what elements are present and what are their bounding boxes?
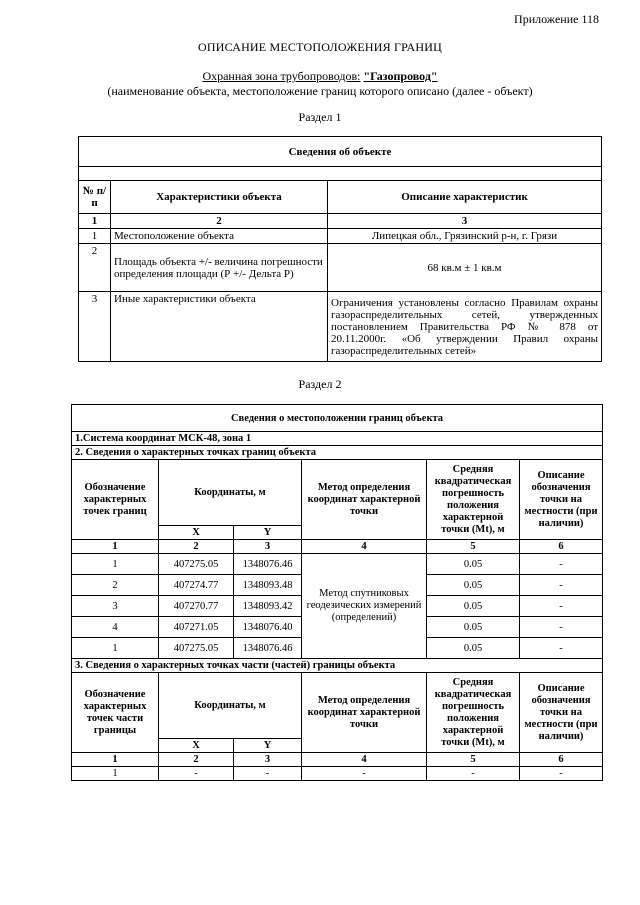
col-method-header-2: Метод определения координат характерной точки bbox=[302, 673, 427, 753]
index-row: 1 2 3 4 5 6 bbox=[72, 540, 603, 554]
table-row: 1 - - - - - bbox=[72, 767, 603, 781]
table-row: 1 Местоположение объекта Липецкая обл., Грязинский р-н, г. Грязи bbox=[79, 229, 602, 244]
table-row: 2 Площадь объекта +/- величина погрешности определения площади (Р +/- Дельта Р) 68 кв.м ± 1 кв.м bbox=[79, 244, 602, 292]
spacer-row bbox=[79, 167, 602, 181]
col-desc-header: Описание обозначения точки на местности (при наличии) bbox=[520, 460, 603, 540]
part2-title: 2. Сведения о характерных точках границ объекта bbox=[72, 446, 603, 460]
col-y-header: Y bbox=[234, 526, 302, 540]
col-char-header: Характеристики объекта bbox=[111, 181, 328, 214]
section2-title: Раздел 2 bbox=[298, 377, 342, 391]
coord-system: 1.Система координат МСК-48, зона 1 bbox=[72, 432, 603, 446]
section1-title: Раздел 1 bbox=[298, 110, 342, 124]
col-x-header: X bbox=[159, 526, 234, 540]
col-error-header: Средняя квадратическая погрешность положения характерной точки (Mt), м bbox=[427, 460, 520, 540]
method-cell: Метод спутниковых геодезических измерений (определений) bbox=[302, 554, 427, 659]
col-coords-header: Координаты, м bbox=[159, 460, 302, 526]
boundaries-table-title: Сведения о местоположении границ объекта bbox=[72, 405, 603, 432]
col-num-header: № п/п bbox=[79, 181, 111, 214]
part3-title: 3. Сведения о характерных точках части (частей) границы объекта bbox=[72, 659, 603, 673]
table-row: 1 407275.05 1348076.46 Метод спутниковых геодезических измерений (определений) 0.05 - bbox=[72, 554, 603, 575]
table-row: 3 407270.77 1348093.42 0.05 - bbox=[72, 596, 603, 617]
col-y-header-2: Y bbox=[234, 739, 302, 753]
col-point-header: Обозначение характерных точек границ bbox=[72, 460, 159, 540]
object-name-line bbox=[0, 69, 640, 84]
col-desc-header: Описание характеристик bbox=[328, 181, 602, 214]
col-point-part-header: Обозначение характерных точек части границы bbox=[72, 673, 159, 753]
col-error-header-2: Средняя квадратическая погрешность положения характерной точки (Mt), м bbox=[427, 673, 520, 753]
col-coords-header-2: Координаты, м bbox=[159, 673, 302, 739]
object-prefix: Охранная зона трубопроводов: bbox=[202, 69, 361, 83]
col-desc-header-2: Описание обозначения точки на местности (при наличии) bbox=[520, 673, 603, 753]
table-row: 2 407274.77 1348093.48 0.05 - bbox=[72, 575, 603, 596]
document-title: ОПИСАНИЕ МЕСТОПОЛОЖЕНИЯ ГРАНИЦ bbox=[198, 40, 442, 54]
object-name: "Газопровод" bbox=[363, 69, 438, 83]
object-info-table-title: Сведения об объекте bbox=[79, 137, 602, 167]
appendix-label: Приложение 118 bbox=[514, 12, 599, 26]
col-x-header-2: X bbox=[159, 739, 234, 753]
col-method-header: Метод определения координат характерной точки bbox=[302, 460, 427, 540]
boundaries-table bbox=[71, 404, 603, 781]
object-info-table bbox=[78, 136, 602, 362]
table-row: 1 407275.05 1348076.46 0.05 - bbox=[72, 638, 603, 659]
index-row: 1 2 3 4 5 6 bbox=[72, 753, 603, 767]
table-row: 3 Иные характеристики объекта Ограничения установлены согласно Правилам охраны газораспределительных сетей, утвержденных постановлением Правительства РФ № 878 от 20.11.2000г. «Об утверждении Правил охраны газораспределительных сетей» bbox=[79, 292, 602, 362]
index-row: 1 2 3 bbox=[79, 214, 602, 229]
table-row: 4 407271.05 1348076.40 0.05 - bbox=[72, 617, 603, 638]
object-note: (наименование объекта, местоположение границ которого описано (далее - объект) bbox=[107, 84, 533, 98]
